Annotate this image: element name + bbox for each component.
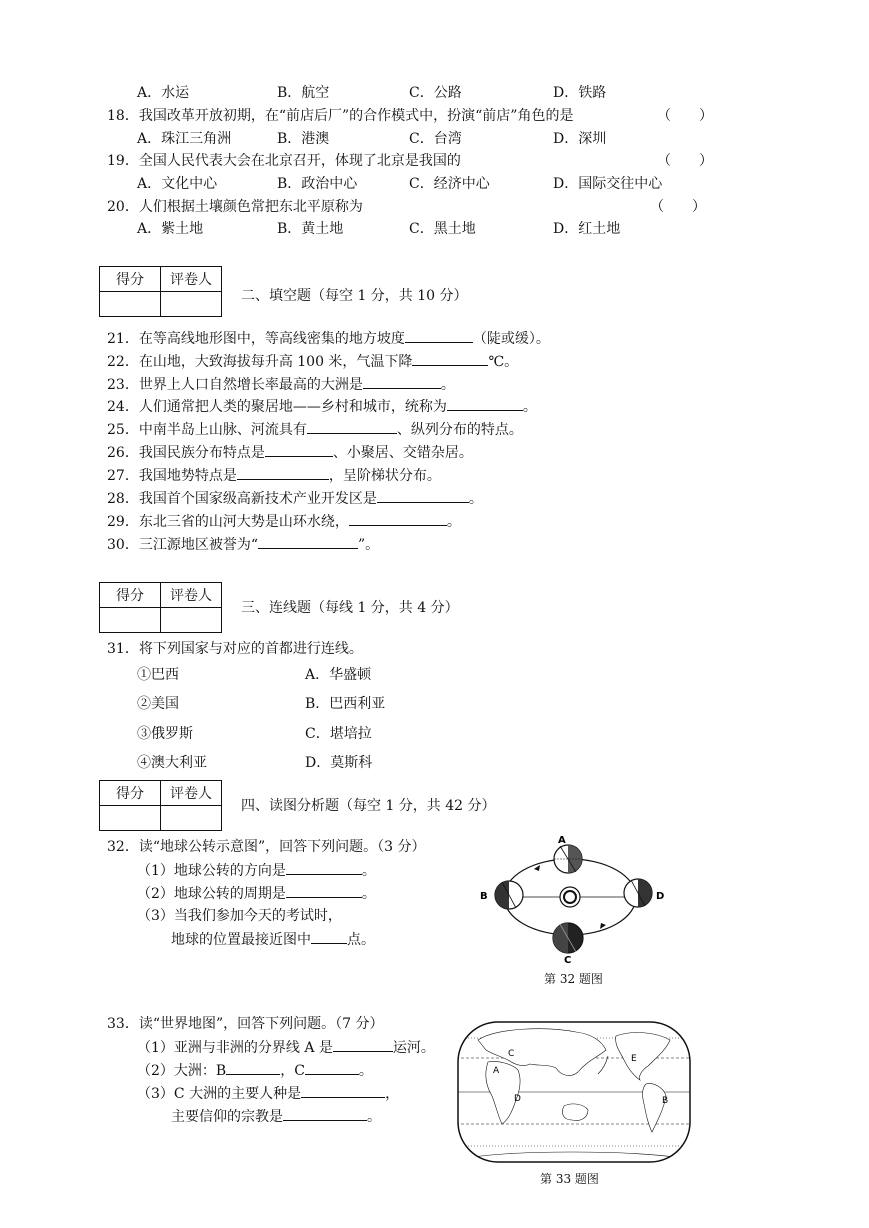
map-label-c: C — [508, 1049, 515, 1059]
map-label-e: E — [631, 1054, 637, 1064]
earth-position-a-icon — [554, 845, 582, 873]
q23-blank[interactable] — [363, 375, 441, 389]
label-a: A — [558, 835, 566, 846]
section-4-title: 四、读图分析题（每空 1 分，共 42 分） — [241, 798, 496, 814]
q32-question: 32．读“地球公转示意图”，回答下列问题。（3 分） — [107, 839, 426, 855]
earth-position-c-icon — [553, 923, 583, 953]
q29-blank[interactable] — [349, 512, 447, 526]
grader-label: 评卷人 — [161, 583, 222, 608]
q31-country-4[interactable]: ④澳大利亚 — [137, 755, 207, 771]
map-label-a: A — [493, 1066, 500, 1076]
grader-cell[interactable] — [161, 608, 222, 633]
q17-option-c: C．公路 — [409, 85, 462, 101]
label-d: D — [656, 891, 665, 902]
q19-option-c: C．经济中心 — [409, 176, 490, 192]
q25-question: 25．中南半岛上山脉、河流具有 、纵列分布的特点。 — [107, 422, 523, 438]
q32-sub-1: （1）地球公转的方向是 。 — [137, 863, 376, 879]
q20-option-d: D．红土地 — [553, 221, 621, 237]
grader-cell[interactable] — [161, 806, 222, 831]
q27-question: 27．我国地势特点是 ，呈阶梯状分布。 — [107, 468, 441, 484]
q18-answer-paren: （ ） — [657, 108, 713, 124]
q32-caption: 第 32 题图 — [544, 972, 603, 986]
q19-option-d: D．国际交往中心 — [553, 176, 663, 192]
q31-country-2[interactable]: ②美国 — [137, 696, 179, 712]
q32-sub-3-cont: 地球的位置最接近图中 点。 — [171, 932, 375, 948]
q31-question: 31．将下列国家与对应的首都进行连线。 — [107, 641, 363, 657]
q17-option-d: D．铁路 — [553, 85, 607, 101]
q32-sub-3: （3）当我们参加今天的考试时， — [137, 908, 342, 924]
score-box-section-3 — [99, 582, 222, 633]
q22-blank[interactable] — [412, 352, 488, 366]
section-2-title: 二、填空题（每空 1 分，共 10 分） — [241, 288, 468, 304]
q24-question: 24．人们通常把人类的聚居地——乡村和城市，统称为 。 — [107, 399, 537, 415]
q20-option-a: A．紫土地 — [137, 221, 204, 237]
score-label: 得分 — [100, 267, 161, 292]
q28-question: 28．我国首个国家级高新技术产业开发区是 。 — [107, 491, 483, 507]
q28-blank[interactable] — [377, 489, 469, 503]
q31-country-1[interactable]: ①巴西 — [137, 667, 179, 683]
grader-label: 评卷人 — [161, 781, 222, 806]
q33-blank-4[interactable] — [301, 1084, 385, 1098]
q33-blank-3[interactable] — [305, 1061, 359, 1075]
q31-capital-a[interactable]: A．华盛顿 — [305, 667, 372, 683]
map-label-b: B — [662, 1096, 669, 1106]
section-3-title: 三、连线题（每线 1 分，共 4 分） — [241, 600, 459, 616]
q24-blank[interactable] — [447, 397, 523, 411]
q32-blank-2[interactable] — [286, 884, 362, 898]
q20-option-b: B．黄土地 — [277, 221, 344, 237]
q33-sub-1: （1）亚洲与非洲的分界线 A 是 运河。 — [137, 1040, 435, 1056]
orbit-arrow-icon — [534, 865, 540, 871]
earth-revolution-diagram — [478, 834, 670, 964]
q21-question: 21．在等高线地形图中，等高线密集的地方坡度 （陡或缓）。 — [107, 331, 550, 347]
q33-question: 33．读“世界地图”，回答下列问题。（7 分） — [107, 1016, 384, 1032]
earth-position-b-icon — [495, 881, 523, 909]
orbit-arrow-icon — [600, 923, 606, 929]
q17-option-b: B．航空 — [277, 85, 330, 101]
grader-cell[interactable] — [161, 292, 222, 317]
map-label-d: D — [514, 1094, 521, 1104]
q30-blank[interactable] — [258, 535, 358, 549]
q30-question: 30．三江源地区被誉为“ ”。 — [107, 537, 380, 553]
q26-question: 26．我国民族分布特点是 、小聚居、交错杂居。 — [107, 445, 473, 461]
q25-blank[interactable] — [307, 420, 397, 434]
label-c: C — [564, 955, 572, 964]
q33-sub-3: （3）C 大洲的主要人种是 ， — [137, 1086, 400, 1102]
q21-blank[interactable] — [405, 329, 473, 343]
q31-capital-c[interactable]: C．堪培拉 — [305, 726, 372, 742]
score-cell[interactable] — [100, 608, 161, 633]
q23-question: 23．世界上人口自然增长率最高的大洲是 。 — [107, 377, 455, 393]
q31-country-3[interactable]: ③俄罗斯 — [137, 726, 193, 742]
q19-question: 19．全国人民代表大会在北京召开，体现了北京是我国的 — [107, 153, 461, 169]
q26-blank[interactable] — [265, 443, 333, 457]
q31-capital-b[interactable]: B．巴西利亚 — [305, 696, 386, 712]
q33-sub-3-cont: 主要信仰的宗教是 。 — [171, 1109, 381, 1125]
australia-shape — [562, 1104, 588, 1121]
score-label: 得分 — [100, 583, 161, 608]
q19-option-b: B．政治中心 — [277, 176, 358, 192]
q19-answer-paren: （ ） — [657, 153, 713, 169]
score-cell[interactable] — [100, 806, 161, 831]
grader-label: 评卷人 — [161, 267, 222, 292]
q18-option-b: B．港澳 — [277, 131, 330, 147]
q29-question: 29．东北三省的山河大势是山环水绕， 。 — [107, 514, 461, 530]
q27-blank[interactable] — [237, 466, 329, 480]
q33-blank-5[interactable] — [283, 1107, 367, 1121]
world-map-diagram — [456, 1020, 692, 1164]
q33-caption: 第 33 题图 — [540, 1172, 599, 1186]
q18-question: 18．我国改革开放初期，在“前店后厂”的合作模式中，扮演“前店”角色的是 — [107, 108, 574, 124]
label-b: B — [480, 891, 488, 902]
q33-sub-2: （2）大洲：B ，C 。 — [137, 1063, 373, 1079]
q31-capital-d[interactable]: D．莫斯科 — [305, 755, 373, 771]
score-box-section-2 — [99, 266, 222, 317]
q32-blank-1[interactable] — [286, 861, 362, 875]
q18-option-a: A．珠江三角洲 — [137, 131, 232, 147]
q18-option-c: C．台湾 — [409, 131, 462, 147]
q32-sub-2: （2）地球公转的周期是 。 — [137, 886, 376, 902]
q20-question: 20．人们根据土壤颜色常把东北平原称为 — [107, 199, 363, 215]
q22-question: 22．在山地，大致海拔每升高 100 米，气温下降 ℃。 — [107, 354, 519, 370]
q33-blank-1[interactable] — [333, 1038, 393, 1052]
q19-option-a: A．文化中心 — [137, 176, 218, 192]
score-cell[interactable] — [100, 292, 161, 317]
score-box-section-4 — [99, 780, 222, 831]
q33-blank-2[interactable] — [226, 1061, 280, 1075]
q32-blank-3[interactable] — [311, 930, 347, 944]
q17-option-a: A．水运 — [137, 85, 190, 101]
q20-option-c: C．黑土地 — [409, 221, 476, 237]
q20-answer-paren: （ ） — [650, 199, 706, 215]
score-label: 得分 — [100, 781, 161, 806]
earth-position-d-icon — [624, 879, 652, 907]
q18-option-d: D．深圳 — [553, 131, 607, 147]
sun-core-icon — [564, 891, 576, 903]
